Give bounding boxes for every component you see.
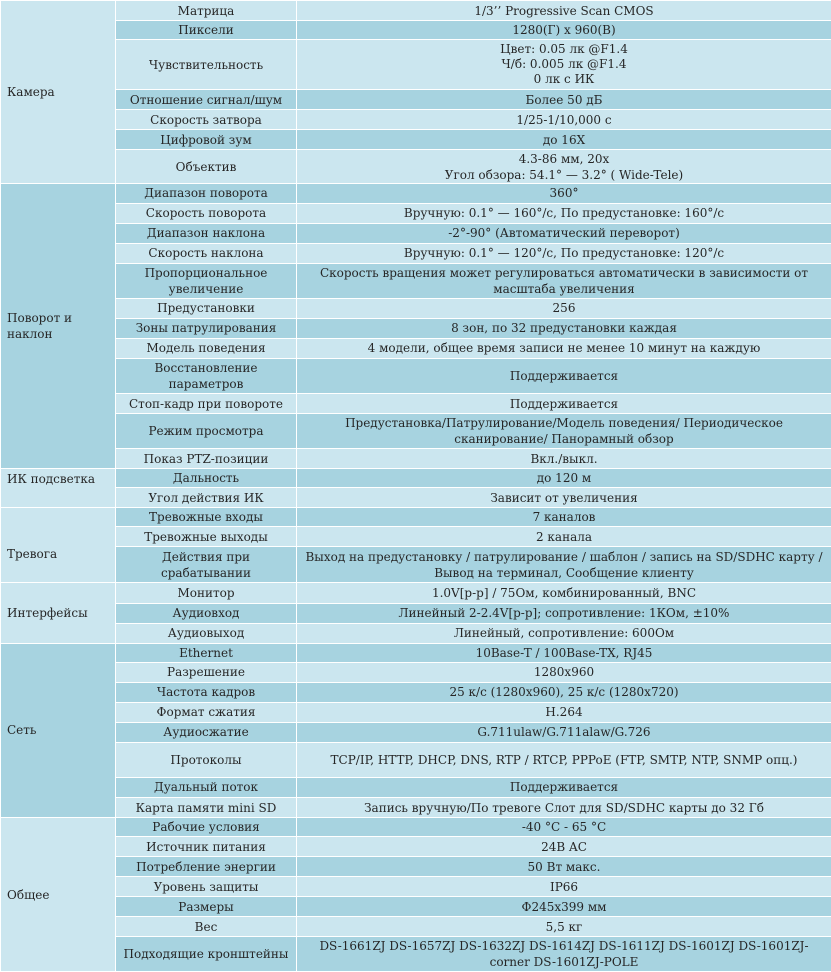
value-cell: 1280x960: [297, 662, 831, 682]
param-cell: Объектив: [116, 150, 297, 184]
value-cell: 2 канала: [297, 527, 831, 547]
param-cell: Чувствительность: [116, 40, 297, 90]
param-cell: Отношение сигнал/шум: [116, 90, 297, 110]
param-cell: Дальность: [116, 469, 297, 488]
category-cell: Поворот и наклон: [1, 184, 116, 469]
param-cell: Пиксели: [116, 21, 297, 40]
value-cell: Поддерживается: [297, 393, 831, 413]
param-cell: Скорость наклона: [116, 243, 297, 263]
value-cell: 360°: [297, 184, 831, 203]
param-cell: Разрешение: [116, 662, 297, 682]
param-cell: Ethernet: [116, 643, 297, 662]
param-cell: Восстановление параметров: [116, 358, 297, 393]
value-cell: -40 °C - 65 °C: [297, 818, 831, 837]
value-cell: Вкл./выкл.: [297, 449, 831, 469]
param-cell: Показ PTZ-позиции: [116, 449, 297, 469]
param-cell: Подходящие кронштейны: [116, 937, 297, 972]
param-cell: Частота кадров: [116, 682, 297, 702]
value-cell: до 120 м: [297, 469, 831, 488]
param-cell: Дуальный поток: [116, 777, 297, 797]
value-cell: Линейный 2-2.4V[p-p]; сопротивление: 1КОм, ±10%: [297, 603, 831, 623]
value-cell: Скорость вращения может регулироваться автоматически в зависимости от масштаба увеличения: [297, 263, 831, 298]
value-cell: Линейный, сопротивление: 600Ом: [297, 623, 831, 643]
param-cell: Зоны патрулирования: [116, 318, 297, 338]
value-cell: Поддерживается: [297, 358, 831, 393]
param-cell: Режим просмотра: [116, 414, 297, 449]
value-cell: Запись вручную/По тревоге Слот для SD/SDHC карты до 32 Гб: [297, 797, 831, 817]
category-cell: Интерфейсы: [1, 583, 116, 643]
param-cell: Скорость поворота: [116, 203, 297, 223]
param-cell: Действия при срабатывании: [116, 547, 297, 583]
value-cell: 25 к/с (1280x960), 25 к/с (1280x720): [297, 682, 831, 702]
value-cell: G.711ulaw/G.711alaw/G.726: [297, 722, 831, 742]
value-cell: H.264: [297, 702, 831, 722]
param-cell: Источник питания: [116, 837, 297, 857]
param-cell: Потребление энергии: [116, 857, 297, 877]
value-cell: 256: [297, 298, 831, 318]
value-cell: -2°-90° (Автоматический переворот): [297, 223, 831, 243]
value-cell: TCP/IP, HTTP, DHCP, DNS, RTP / RTCP, PPPoE (FTP, SMTP, NTP, SNMP опц.): [297, 742, 831, 777]
param-cell: Тревожные выходы: [116, 527, 297, 547]
category-cell: Тревога: [1, 508, 116, 583]
value-cell: до 16X: [297, 130, 831, 150]
value-cell: 1.0V[p-p] / 75Ом, комбинированный, BNC: [297, 583, 831, 603]
category-cell: ИК подсветка: [1, 469, 116, 508]
param-cell: Угол действия ИК: [116, 488, 297, 508]
category-cell: Сеть: [1, 643, 116, 817]
value-cell: 5,5 кг: [297, 917, 831, 937]
value-cell: Вручную: 0.1° — 160°/с, По предустановке: 160°/с: [297, 203, 831, 223]
param-cell: Диапазон поворота: [116, 184, 297, 203]
value-cell: IP66: [297, 877, 831, 897]
param-cell: Тревожные входы: [116, 508, 297, 527]
value-cell: Более 50 дБ: [297, 90, 831, 110]
value-cell: Предустановка/Патрулирование/Модель поведения/ Периодическое сканирование/ Панорамный обзор: [297, 414, 831, 449]
param-cell: Вес: [116, 917, 297, 937]
param-cell: Аудиосжатие: [116, 722, 297, 742]
param-cell: Диапазон наклона: [116, 223, 297, 243]
value-cell: 1/3’’ Progressive Scan CMOS: [297, 1, 831, 21]
value-cell: 4 модели, общее время записи не менее 10 минут на каждую: [297, 338, 831, 358]
category-cell: Общее: [1, 818, 116, 972]
param-cell: Аудиовход: [116, 603, 297, 623]
value-cell: 1280(Г) x 960(В): [297, 21, 831, 40]
param-cell: Аудиовыход: [116, 623, 297, 643]
value-cell: Зависит от увеличения: [297, 488, 831, 508]
value-cell: Ф245x399 мм: [297, 897, 831, 917]
param-cell: Пропорциональное увеличение: [116, 263, 297, 298]
value-cell: 10Base-T / 100Base-TX, RJ45: [297, 643, 831, 662]
value-cell: Вручную: 0.1° — 120°/с, По предустановке: 120°/с: [297, 243, 831, 263]
value-cell: 50 Вт макс.: [297, 857, 831, 877]
param-cell: Формат сжатия: [116, 702, 297, 722]
param-cell: Уровень защиты: [116, 877, 297, 897]
value-cell: 8 зон, по 32 предустановки каждая: [297, 318, 831, 338]
param-cell: Размеры: [116, 897, 297, 917]
value-cell: DS-1661ZJ DS-1657ZJ DS-1632ZJ DS-1614ZJ DS-1611ZJ DS-1601ZJ DS-1601ZJ-corner DS-1601ZJ-POLE: [297, 937, 831, 972]
category-cell: Камера: [1, 1, 116, 184]
param-cell: Матрица: [116, 1, 297, 21]
param-cell: Монитор: [116, 583, 297, 603]
param-cell: Скорость затвора: [116, 110, 297, 130]
value-cell: Цвет: 0.05 лк @F1.4 Ч/б: 0.005 лк @F1.4 0 лк с ИК: [297, 40, 831, 90]
value-cell: Поддерживается: [297, 777, 831, 797]
param-cell: Модель поведения: [116, 338, 297, 358]
param-cell: Карта памяти mini SD: [116, 797, 297, 817]
value-cell: 1/25-1/10,000 с: [297, 110, 831, 130]
param-cell: Стоп-кадр при повороте: [116, 393, 297, 413]
value-cell: Выход на предустановку / патрулирование / шаблон / запись на SD/SDHC карту / Вывод на терминал, Сообщение клиенту: [297, 547, 831, 583]
param-cell: Рабочие условия: [116, 818, 297, 837]
param-cell: Предустановки: [116, 298, 297, 318]
value-cell: 24В AC: [297, 837, 831, 857]
param-cell: Протоколы: [116, 742, 297, 777]
value-cell: 7 каналов: [297, 508, 831, 527]
value-cell: 4.3-86 мм, 20x Угол обзора: 54.1° — 3.2° ( Wide-Tele): [297, 150, 831, 184]
param-cell: Цифровой зум: [116, 130, 297, 150]
